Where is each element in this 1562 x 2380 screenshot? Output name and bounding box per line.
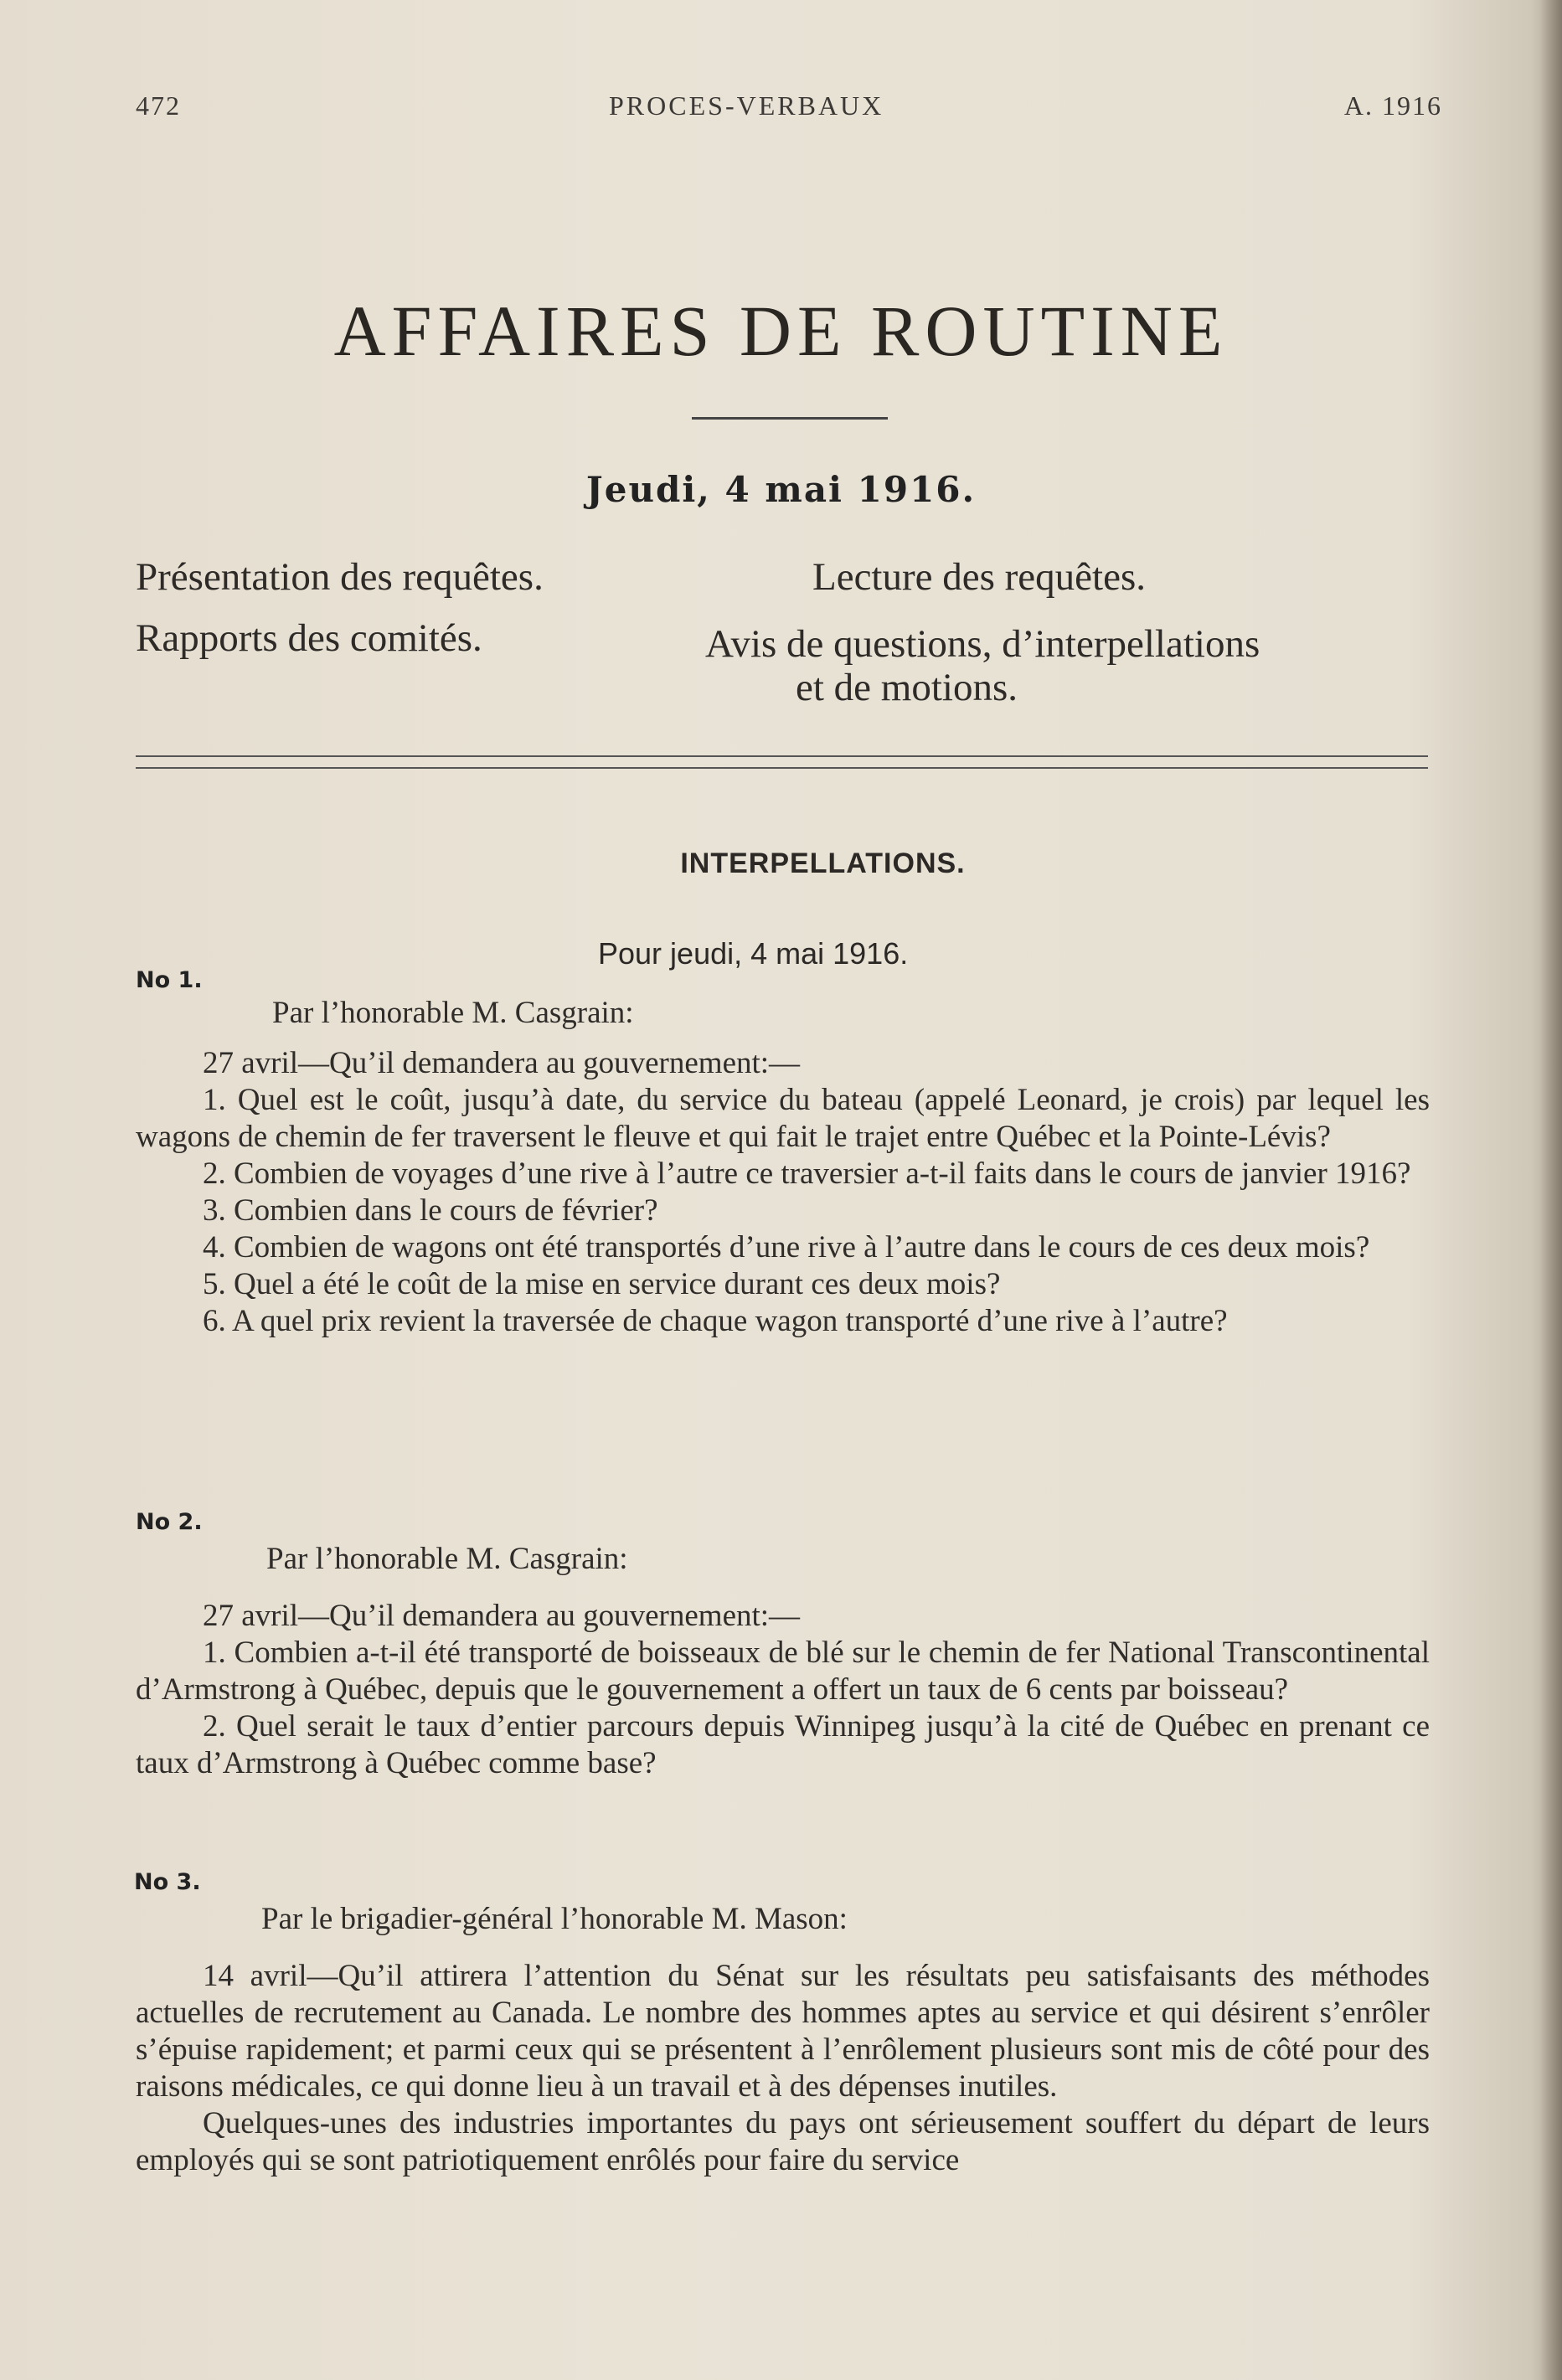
question-1: 1. Combien a-t-il été transporté de boisseaux de blé sur le chemin de fer National Transcontinental d’Armstrong à Québec, depuis que le gouvernement a offert un taux de 6 cents par boisseau? — [136, 1636, 1430, 1707]
item-author: Par le brigadier-général l’honorable M. Mason: — [261, 1902, 848, 1936]
item-author: Par l’honorable M. Casgrain: — [266, 1542, 628, 1576]
item-1-body — [136, 1045, 1430, 1340]
question-3: 3. Combien dans le cours de février? — [203, 1193, 658, 1228]
sitting-date: Jeudi, 4 mai 1916. — [585, 469, 977, 510]
item-paragraph: 14 avril—Qu’il attirera l’attention du Sénat sur les résultats peu satisfaisants des méthodes actuelles de recrutement au Canada. Le nombre des hommes aptes au service et qui désirent s’enrôler s’épuise rapidement; et parmi ceux qui se présentent à l’enrôlement plusieurs sont mis de côté pour des raisons médicales, ce qui donne lieu à un travail et à des dépenses inutiles. — [136, 1959, 1430, 2104]
question-5: 5. Quel a été le coût de la mise en service durant ces deux mois? — [203, 1267, 1001, 1301]
item-number: No 1. — [136, 967, 203, 993]
item-author: Par l’honorable M. Casgrain: — [272, 996, 634, 1030]
page-title: AFFAIRES DE ROUTINE — [333, 291, 1229, 371]
question-2: 2. Quel serait le taux d’entier parcours depuis Winnipeg jusqu’à la cité de Québec en prenant ce taux d’Armstrong à Québec comme base? — [136, 1709, 1430, 1780]
item-3-body — [136, 1958, 1430, 2179]
item-intro: 27 avril—Qu’il demandera au gouvernement:— — [203, 1599, 801, 1633]
order-item-lecture: Lecture des requêtes. — [812, 555, 1146, 599]
order-item-presentation: Présentation des requêtes. — [136, 555, 544, 599]
header-year: A. 1916 — [1343, 90, 1442, 121]
item-number: No 2. — [136, 1509, 203, 1535]
section-heading: INTERPELLATIONS. — [680, 847, 966, 879]
item-2-body — [136, 1598, 1430, 1782]
title-divider — [692, 417, 888, 420]
running-header — [136, 90, 1442, 132]
running-title: PROCES-VERBAUX — [609, 90, 884, 121]
order-item-motions: et de motions. — [796, 666, 1018, 709]
order-item-avis: Avis de questions, d’interpellations — [705, 622, 1260, 666]
question-1: 1. Quel est le coût, jusqu’à date, du service du bateau (appelé Leonard, je crois) par lequel les wagons de chemin de fer traversent le fleuve et qui fait le trajet entre Québec et la Pointe-Lévis? — [136, 1083, 1430, 1154]
question-4: 4. Combien de wagons ont été transportés d’une rive à l’autre dans le cours de ces deux mois? — [203, 1230, 1370, 1265]
page-number: 472 — [136, 90, 181, 121]
question-6: 6. A quel prix revient la traversée de chaque wagon transporté d’une rive à l’autre? — [203, 1304, 1228, 1338]
section-double-rule — [136, 755, 1428, 769]
item-number: No 3. — [134, 1869, 201, 1895]
for-date: Pour jeudi, 4 mai 1916. — [598, 936, 909, 971]
item-intro: 27 avril—Qu’il demandera au gouvernement:— — [203, 1046, 801, 1080]
order-item-rapports: Rapports des comités. — [136, 616, 482, 660]
question-2: 2. Combien de voyages d’une rive à l’autre ce traversier a-t-il faits dans le cours de janvier 1916? — [203, 1157, 1411, 1191]
item-paragraph: Quelques-unes des industries importantes du pays ont sérieusement souffert du départ de leurs employés qui se sont patriotiquement enrôlés pour faire du service — [136, 2106, 1430, 2177]
